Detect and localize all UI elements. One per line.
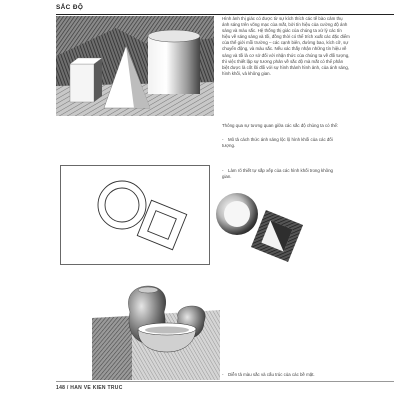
bullet-item-3 — [222, 372, 334, 378]
figure-geometric-forms — [56, 16, 214, 116]
page-footer — [56, 381, 394, 391]
bullet-text: Diễn tả màu sắc và cấu trúc của các bề mặt. — [228, 372, 315, 377]
page-header — [56, 3, 394, 15]
bullet-text: Mô tả cách thức ánh sáng lộc lộ hình khối của các đối tượng. — [222, 137, 333, 149]
section-title: SẮC ĐỘ — [56, 4, 84, 11]
bullet-dash: - — [222, 372, 224, 377]
intro-paragraph: Hình ảnh thị giác có được từ sự kích thích các tế bào cảm thụ ánh sáng trên võng mạc của mắt, bởi tín hiệu của cường độ ánh sáng và màu sắc. Hệ thống thị giác của chúng ta xử lý các tín hiệu về sáng sáng và tối, đồng thời có thể trích xuất các đặc điểm của thế giới mỗi trường – các cạnh biên, đường bao, kích cỡ, sự chuyển động, và màu sắc. Nếu xác thấy nhận những tín hiệu về sáng và tối là cơ sở đối với nhận thức của chúng ta về đối tượng, thì việc thiết lập sự tương phản về sắc độ mà mắt có thể phân biệt được là cốt lõi đối với sự hình thành hình ảnh, của ánh sáng, hình khối, và không gian. — [222, 16, 350, 76]
lead-paragraph: Thông qua sự tương quan giữa các sắc độ chúng ta có thể: — [222, 123, 339, 128]
bullet-item-1 — [222, 137, 334, 149]
footer-text: 148 / HAN VE KIEN TRUC — [56, 385, 123, 391]
bullet-dash: - — [222, 168, 224, 173]
figure-circle-square — [60, 165, 210, 265]
figure-shaded-sphere-cube — [215, 190, 307, 266]
figure-pottery-still-life — [92, 282, 220, 380]
bullet-dash: - — [222, 137, 224, 142]
bullet-text: Làm rõ thiết tự sắp xếp của các hình khối trong không gian. — [222, 168, 333, 180]
bullet-item-2 — [222, 168, 334, 180]
